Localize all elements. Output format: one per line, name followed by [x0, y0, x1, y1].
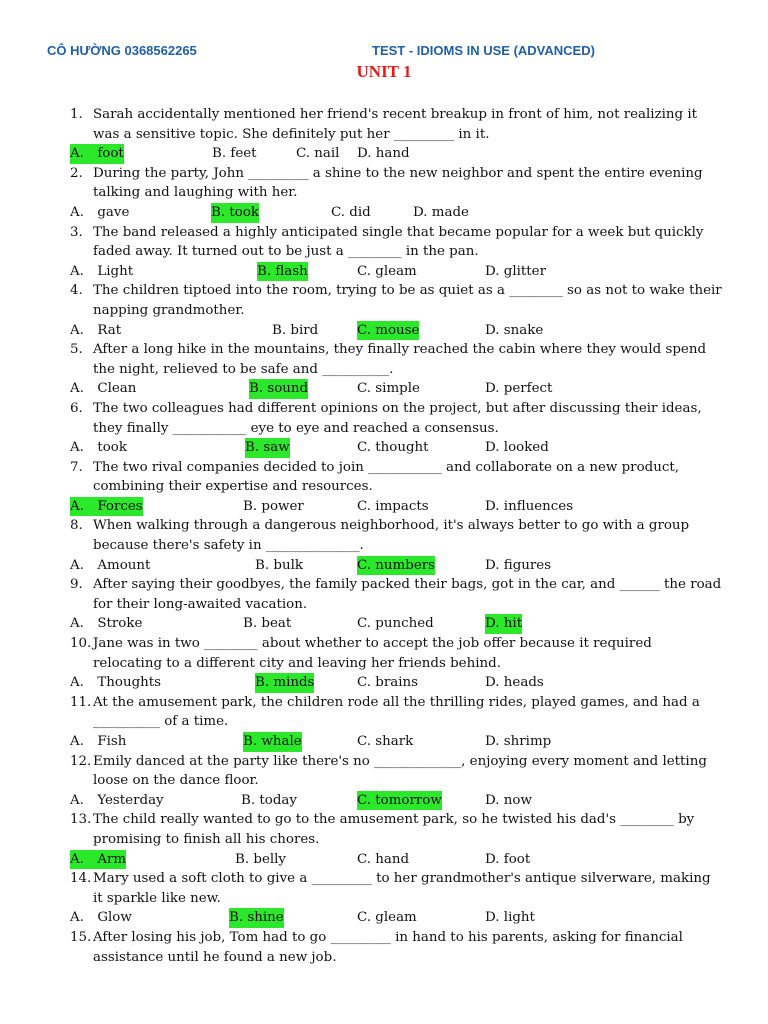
option-text: foot: [97, 146, 124, 162]
option-row: [0, 203, 768, 223]
option-text: took: [229, 204, 259, 220]
question-text: The children tiptoed into the room, trying to be as quiet as a ________ so as not to wake their napping grandmother.: [93, 283, 722, 318]
question-stem: [0, 223, 768, 262]
question-number: 10.: [70, 636, 92, 652]
question-text: Jane was in two ________ about whether to accept the job offer because it required relocating to a different city and leaving her friends behind.: [93, 636, 652, 671]
question-text: After saying their goodbyes, the family packed their bags, got in the car, and ______ the road for their long-awaited vacation.: [93, 577, 722, 612]
answer-option-b-correct: [229, 908, 284, 928]
option-text: mouse: [375, 322, 420, 338]
option-text: impacts: [375, 498, 429, 514]
option-letter: C.: [296, 146, 311, 162]
option-letter: A.: [70, 734, 84, 749]
option-text: tomorrow: [375, 792, 442, 808]
option-row: [0, 791, 768, 811]
option-letter: B.: [255, 675, 270, 691]
option-text: looked: [503, 440, 549, 456]
answer-option-d: [485, 673, 544, 693]
option-text: now: [503, 792, 532, 808]
answer-option-b: [241, 791, 297, 811]
answer-option-c: [357, 438, 429, 458]
question-number: 2.: [70, 165, 83, 181]
answer-option-d: [485, 908, 535, 928]
option-text: gave: [97, 204, 130, 220]
option-text: Yesterday: [97, 792, 164, 808]
option-letter: D.: [413, 204, 428, 220]
option-text: heads: [503, 675, 544, 691]
question-text: When walking through a dangerous neighborhood, it's always better to go with a group because there's safety in ______________.: [93, 518, 690, 554]
answer-option-a-correct: [70, 144, 124, 164]
option-row: [0, 556, 768, 576]
option-text: made: [431, 204, 469, 220]
answer-option-c: [357, 497, 429, 517]
option-letter: C.: [357, 263, 372, 279]
question-number: 1.: [70, 107, 83, 122]
question-number: 5.: [70, 342, 83, 358]
option-letter: A.: [70, 322, 84, 338]
answer-option-d: [485, 379, 552, 399]
answer-option-a: [70, 614, 142, 634]
question-stem: [0, 516, 768, 555]
option-letter: A.: [70, 557, 84, 573]
option-letter: A.: [70, 616, 84, 632]
option-text: perfect: [503, 381, 553, 397]
answer-option-c: [357, 850, 409, 870]
option-row: [0, 908, 768, 928]
option-letter: B.: [211, 204, 226, 220]
answer-option-b: [243, 497, 304, 517]
answer-option-a: [70, 203, 129, 223]
option-letter: C.: [357, 381, 372, 397]
option-letter: B.: [241, 792, 256, 808]
question-text: The band released a highly anticipated single that became popular for a week but quickly faded away. It turned out to be just a ________ in the pan.: [93, 224, 704, 260]
question-stem: [0, 928, 768, 967]
option-text: saw: [263, 440, 290, 456]
option-letter: B.: [257, 263, 272, 279]
answer-option-b-correct: [249, 379, 308, 399]
answer-option-d: [485, 850, 530, 870]
option-letter: C.: [357, 792, 372, 808]
answer-option-a: [70, 791, 164, 811]
option-letter: D.: [485, 616, 500, 632]
option-text: shark: [375, 734, 414, 749]
answer-option-d: [485, 497, 573, 517]
option-text: Clean: [97, 381, 137, 397]
option-text: belly: [253, 851, 287, 867]
option-text: beat: [261, 616, 292, 632]
option-row: [0, 262, 768, 282]
option-letter: D.: [485, 498, 500, 514]
answer-option-a-correct: [70, 497, 143, 517]
option-letter: D.: [485, 792, 500, 808]
option-letter: C.: [357, 910, 372, 926]
option-letter: A.: [70, 910, 84, 926]
answer-option-b: [212, 144, 257, 164]
option-letter: B.: [229, 910, 244, 926]
option-text: shine: [247, 910, 284, 926]
question-stem: [0, 105, 768, 144]
answer-option-b-correct: [245, 438, 290, 458]
option-letter: D.: [357, 146, 372, 162]
option-text: hit: [503, 616, 523, 632]
option-text: snake: [503, 322, 544, 338]
teacher-contact: CÔ HƯỜNG 0368562265: [47, 43, 197, 58]
option-text: Amount: [97, 557, 151, 573]
option-letter: A.: [70, 440, 84, 456]
option-text: brains: [375, 675, 419, 691]
option-text: Arm: [97, 851, 127, 867]
option-letter: D.: [485, 734, 500, 749]
option-letter: D.: [485, 263, 500, 279]
answer-option-a: [70, 732, 126, 752]
option-text: gleam: [375, 910, 417, 926]
option-text: minds: [273, 675, 315, 691]
question-number: 11.: [70, 694, 92, 710]
option-text: thought: [375, 440, 429, 456]
option-row: [0, 497, 768, 517]
question-number: 13.: [70, 812, 92, 828]
option-text: today: [259, 792, 297, 808]
option-letter: D.: [485, 381, 500, 397]
option-text: hand: [375, 851, 410, 867]
option-letter: B.: [255, 557, 270, 573]
question-text: After a long hike in the mountains, they finally reached the cabin where they would spend the night, relieved to be safe and __________.: [93, 342, 707, 377]
question-text: During the party, John _________ a shine to the new neighbor and spent the entire evening talking and laughing with her.: [93, 165, 703, 201]
answer-option-b: [255, 556, 303, 576]
question-stem: [0, 458, 768, 497]
option-text: shrimp: [503, 734, 552, 749]
answer-option-d: [413, 203, 469, 223]
option-text: did: [349, 204, 371, 220]
option-letter: C.: [331, 204, 346, 220]
option-letter: A.: [70, 263, 84, 279]
answer-option-d: [357, 144, 410, 164]
question-stem: [0, 869, 768, 908]
answer-option-d: [485, 438, 549, 458]
question-number: 8.: [70, 518, 83, 534]
option-letter: D.: [485, 675, 500, 691]
answer-option-a: [70, 379, 136, 399]
option-letter: A.: [70, 792, 84, 808]
answer-option-c: [357, 908, 417, 928]
option-text: Fish: [97, 734, 127, 749]
option-letter: B.: [235, 851, 250, 867]
option-text: figures: [503, 557, 552, 573]
answer-option-c: [331, 203, 371, 223]
option-text: light: [503, 910, 535, 926]
question-number: 4.: [70, 283, 83, 299]
answer-option-c: [296, 144, 339, 164]
answer-option-b-correct: [243, 732, 302, 752]
option-letter: C.: [357, 616, 372, 632]
option-row: [0, 379, 768, 399]
answer-option-b-correct: [255, 673, 314, 693]
question-text: Sarah accidentally mentioned her friend's recent breakup in front of him, not realizing it was a sensitive topic. She definitely put her _________ in it.: [93, 107, 698, 142]
question-text: Emily danced at the party like there's no _____________, enjoying every moment and letting loose on the dance floor.: [93, 753, 707, 789]
option-letter: B.: [243, 498, 258, 514]
question-stem: [0, 164, 768, 203]
option-letter: D.: [485, 322, 500, 338]
question-stem: [0, 340, 768, 379]
answer-option-d: [485, 732, 551, 752]
option-text: power: [261, 498, 304, 514]
answer-option-b-correct: [257, 262, 308, 282]
answer-option-c: [357, 262, 417, 282]
option-text: Stroke: [97, 616, 143, 632]
question-stem: [0, 575, 768, 614]
option-text: sound: [267, 381, 309, 397]
option-letter: C.: [357, 440, 372, 456]
option-text: numbers: [375, 557, 436, 573]
question-text: The two rival companies decided to join ___________ and collaborate on a new product, combining their expertise and resources.: [93, 459, 679, 495]
option-text: Glow: [97, 910, 132, 926]
option-text: gleam: [375, 263, 417, 279]
answer-option-a: [70, 673, 161, 693]
answer-option-c: [357, 732, 413, 752]
question-stem: [0, 810, 768, 849]
option-letter: C.: [357, 322, 372, 338]
answer-option-c: [357, 379, 420, 399]
answer-option-d: [485, 262, 546, 282]
question-text: After losing his job, Tom had to go _________ in hand to his parents, asking for financial assistance until he found a new job.: [93, 929, 683, 965]
question-number: 14.: [70, 871, 92, 887]
question-stem: [0, 399, 768, 438]
question-number: 12.: [70, 753, 92, 769]
question-text: The two colleagues had different opinions on the project, but after discussing their ideas, they finally ___________ eye to eye and reached a consensus.: [93, 400, 702, 436]
option-letter: B.: [243, 734, 258, 749]
answer-option-a: [70, 262, 133, 282]
answer-option-c-correct: [357, 556, 435, 576]
answer-option-a: [70, 438, 127, 458]
option-text: Thoughts: [97, 675, 162, 691]
option-row: [0, 321, 768, 341]
answer-option-d: [485, 321, 543, 341]
question-number: 3.: [70, 224, 83, 240]
answer-option-b: [272, 321, 318, 341]
test-title: TEST - IDIOMS IN USE (ADVANCED): [372, 43, 595, 58]
option-text: bulk: [273, 557, 303, 573]
option-row: [0, 732, 768, 752]
answer-option-d: [485, 791, 532, 811]
answer-option-c-correct: [357, 791, 442, 811]
question-number: 15.: [70, 929, 92, 945]
question-stem: [0, 693, 768, 732]
option-text: hand: [375, 146, 410, 162]
option-text: foot: [503, 851, 531, 867]
option-letter: C.: [357, 498, 372, 514]
option-text: bird: [290, 322, 319, 338]
question-number: 9.: [70, 577, 83, 593]
option-letter: C.: [357, 557, 372, 573]
question-list: [0, 105, 768, 967]
option-letter: A.: [70, 381, 84, 397]
option-letter: A.: [70, 851, 84, 867]
option-text: whale: [261, 734, 302, 749]
answer-option-a: [70, 908, 132, 928]
option-text: Rat: [97, 322, 122, 338]
option-row: [0, 438, 768, 458]
answer-option-d: [485, 556, 551, 576]
option-text: Forces: [97, 498, 143, 514]
option-text: flash: [275, 263, 308, 279]
option-letter: A.: [70, 204, 84, 220]
question-number: 7.: [70, 459, 83, 475]
option-letter: A.: [70, 146, 84, 162]
option-text: took: [97, 440, 127, 456]
question-number: 6.: [70, 400, 83, 416]
option-text: influences: [503, 498, 574, 514]
option-row: [0, 673, 768, 693]
answer-option-b: [243, 614, 291, 634]
option-letter: C.: [357, 851, 372, 867]
answer-option-c: [357, 614, 434, 634]
question-stem: [0, 281, 768, 320]
answer-option-d-correct: [485, 614, 522, 634]
answer-option-c: [357, 673, 418, 693]
answer-option-a: [70, 321, 121, 341]
option-text: simple: [375, 381, 420, 397]
option-letter: B.: [249, 381, 264, 397]
answer-option-a: [70, 556, 150, 576]
option-text: glitter: [503, 263, 547, 279]
question-text: At the amusement park, the children rode all the thrilling rides, played games, and had a __________ of a time.: [93, 694, 700, 730]
answer-option-b-correct: [211, 203, 259, 223]
option-letter: C.: [357, 734, 372, 749]
question-text: Mary used a soft cloth to give a _________ to her grandmother's antique silverware, making it sparkle like new.: [93, 871, 711, 906]
option-text: punched: [375, 616, 434, 632]
question-stem: [0, 752, 768, 791]
option-letter: D.: [485, 440, 500, 456]
answer-option-a-correct: [70, 850, 126, 870]
option-text: nail: [314, 146, 340, 162]
option-letter: B.: [272, 322, 287, 338]
option-letter: C.: [357, 675, 372, 691]
option-letter: A.: [70, 498, 84, 514]
option-text: feet: [230, 146, 257, 162]
option-letter: D.: [485, 851, 500, 867]
option-letter: D.: [485, 910, 500, 926]
option-letter: A.: [70, 675, 84, 691]
option-letter: B.: [243, 616, 258, 632]
option-letter: D.: [485, 557, 500, 573]
question-text: The child really wanted to go to the amusement park, so he twisted his dad's ________ by promising to finish all his chores.: [93, 812, 695, 847]
option-row: [0, 144, 768, 164]
answer-option-b: [235, 850, 286, 870]
answer-option-c-correct: [357, 321, 419, 341]
option-letter: B.: [245, 440, 260, 456]
option-text: Light: [97, 263, 134, 279]
option-row: [0, 614, 768, 634]
option-row: [0, 850, 768, 870]
option-letter: B.: [212, 146, 227, 162]
unit-heading: UNIT 1: [356, 62, 412, 81]
question-stem: [0, 634, 768, 673]
